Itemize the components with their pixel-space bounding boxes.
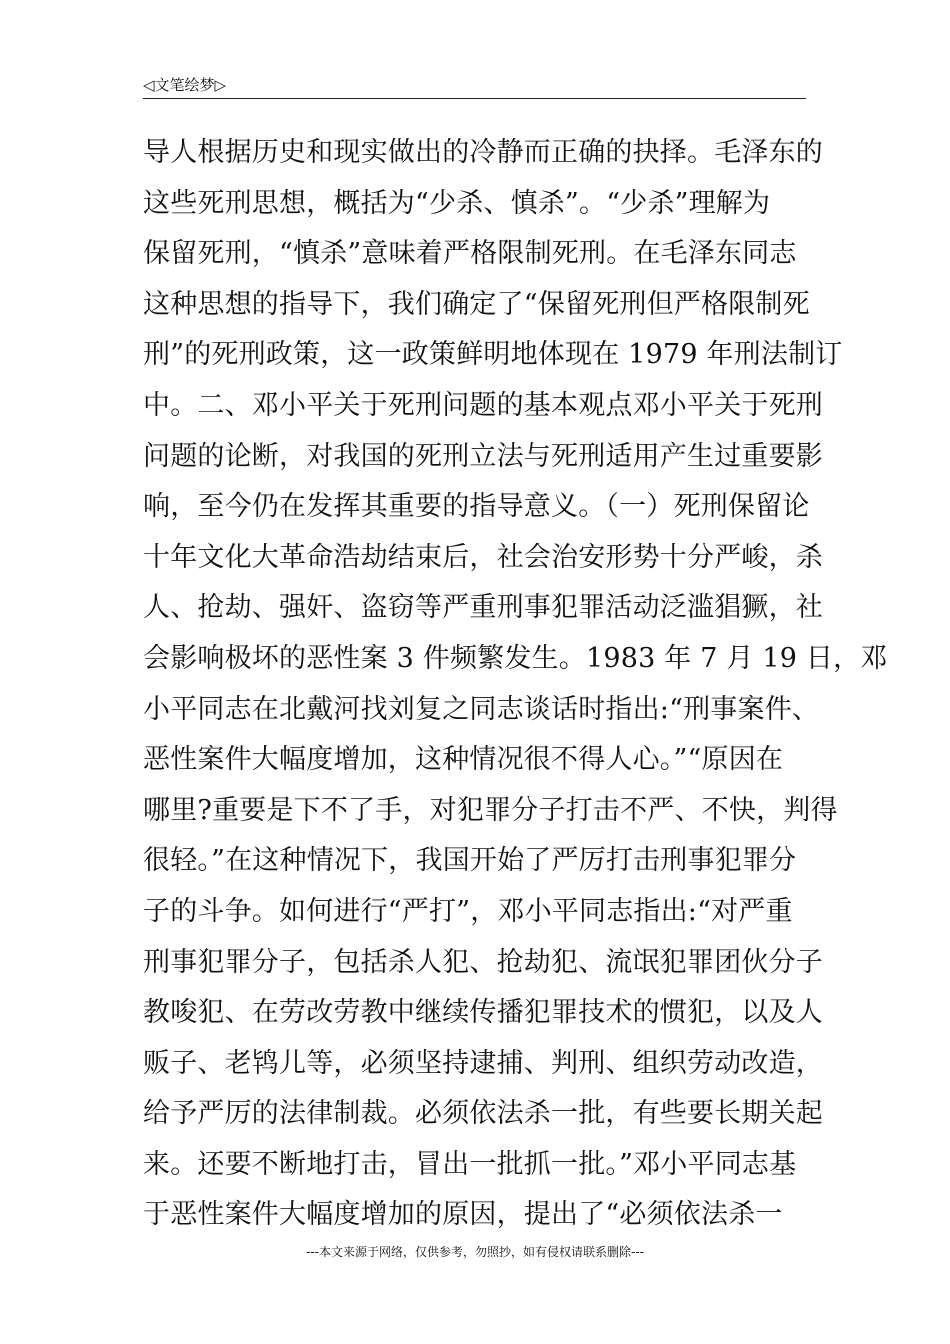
body-line: 这种思想的指导下，我们确定了“保留死刑但严格限制死 [143, 288, 810, 320]
body-line: 于恶性案件大幅度增加的原因，提出了“必须依法杀一 [143, 1199, 783, 1231]
body-line: 刑事犯罪分子，包括杀人犯、抢劫犯、流氓犯罪团伙分子 [143, 946, 823, 978]
body-line: 这些死刑思想，概括为“少杀、慎杀”。“少杀”理解为 [143, 187, 771, 219]
body-line: 会影响极坏的恶性案 3 件频繁发生。1983 年 7 月 19 日，邓 [143, 642, 888, 674]
body-line: 问题的论断，对我国的死刑立法与死刑适用产生过重要影 [143, 440, 823, 472]
body-line: 子的斗争。如何进行“严打”，邓小平同志指出:“对严重 [143, 895, 793, 927]
body-line: 教唆犯、在劳改劳教中继续传播犯罪技术的惯犯，以及人 [143, 997, 823, 1029]
body-line: 保留死刑，“慎杀”意味着严格限制死刑。在毛泽东同志 [143, 238, 797, 270]
body-line: 来。还要不断地打击，冒出一批抓一批。”邓小平同志基 [143, 1148, 797, 1180]
body-line: 很轻。”在这种情况下，我国开始了严厉打击刑事犯罪分 [143, 845, 797, 877]
page-header [143, 72, 806, 99]
body-line: 贩子、老鸨儿等，必须坚持逮捕、判刑、组织劳动改造， [143, 1047, 823, 1079]
page-footer: ---本文来源于网络，仅供参考，勿照抄，如有侵权请联系删除--- [306, 1245, 644, 1259]
body-line: 人、抢劫、强奸、盗窃等严重刑事犯罪活动泛滥猖獗，社 [143, 592, 823, 624]
body-line: 刑”的死刑政策，这一政策鲜明地体现在 1979 年刑法制订 [143, 339, 843, 371]
body-line: 哪里?重要是下不了手，对犯罪分子打击不严、不快，判得 [143, 794, 838, 826]
header-title: ◁文笔绘梦▷ [143, 76, 227, 94]
body-line: 小平同志在北戴河找刘复之同志谈话时指出:“刑事案件、 [143, 693, 820, 725]
body-line: 给予严厉的法律制裁。必须依法杀一批，有些要长期关起 [143, 1098, 823, 1130]
body-line: 十年文化大革命浩劫结束后，社会治安形势十分严峻，杀 [143, 541, 823, 573]
body-text [143, 128, 888, 1241]
body-line: 恶性案件大幅度增加，这种情况很不得人心。”“原因在 [143, 744, 784, 776]
body-line: 中。二、邓小平关于死刑问题的基本观点邓小平关于死刑 [143, 389, 823, 421]
body-line: 响，至今仍在发挥其重要的指导意义。（一）死刑保留论 [143, 491, 810, 523]
body-line: 导人根据历史和现实做出的冷静而正确的抉择。毛泽东的 [143, 137, 823, 168]
